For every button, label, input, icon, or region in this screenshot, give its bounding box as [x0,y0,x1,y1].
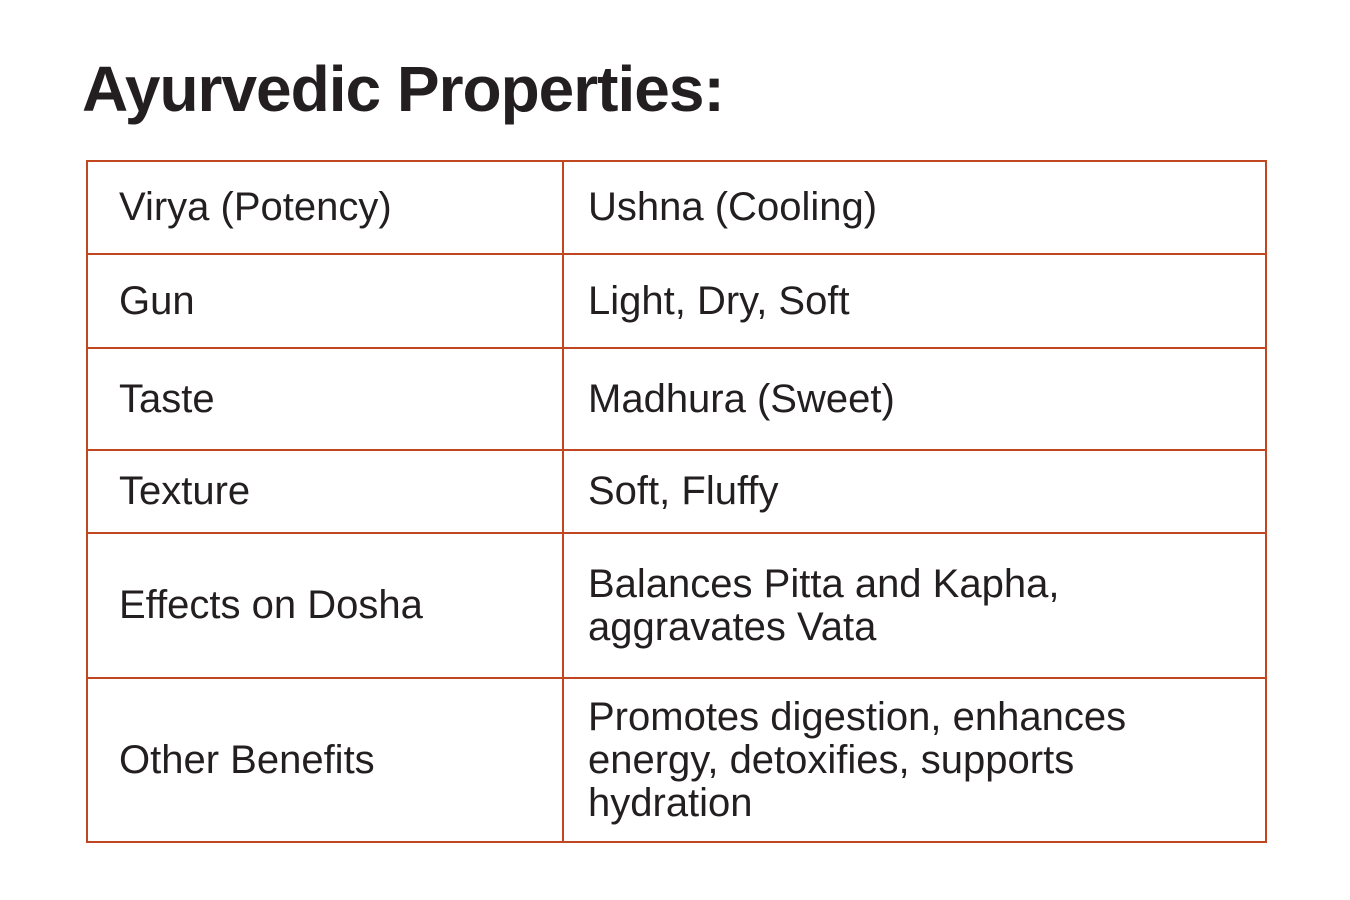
table-row-gun [87,254,1266,348]
page-title: Ayurvedic Properties: [82,53,724,125]
table-row-taste [87,348,1266,450]
properties-table [86,160,1267,843]
row-value: Balances Pitta and Kapha, aggravates Vata [563,533,1266,678]
row-label: Virya (Potency) [87,161,563,254]
table-row-other-benefits [87,678,1266,842]
row-value: Ushna (Cooling) [563,161,1266,254]
row-label: Other Benefits [87,678,563,842]
row-value: Soft, Fluffy [563,450,1266,533]
table-row-effects-on-dosha [87,533,1266,678]
row-value: Light, Dry, Soft [563,254,1266,348]
row-value: Promotes digestion, enhances energy, detoxifies, supports hydration [563,678,1266,842]
row-label: Effects on Dosha [87,533,563,678]
table-row-texture [87,450,1266,533]
row-label: Texture [87,450,563,533]
row-value: Madhura (Sweet) [563,348,1266,450]
table-row-virya [87,161,1266,254]
row-label: Taste [87,348,563,450]
row-label: Gun [87,254,563,348]
